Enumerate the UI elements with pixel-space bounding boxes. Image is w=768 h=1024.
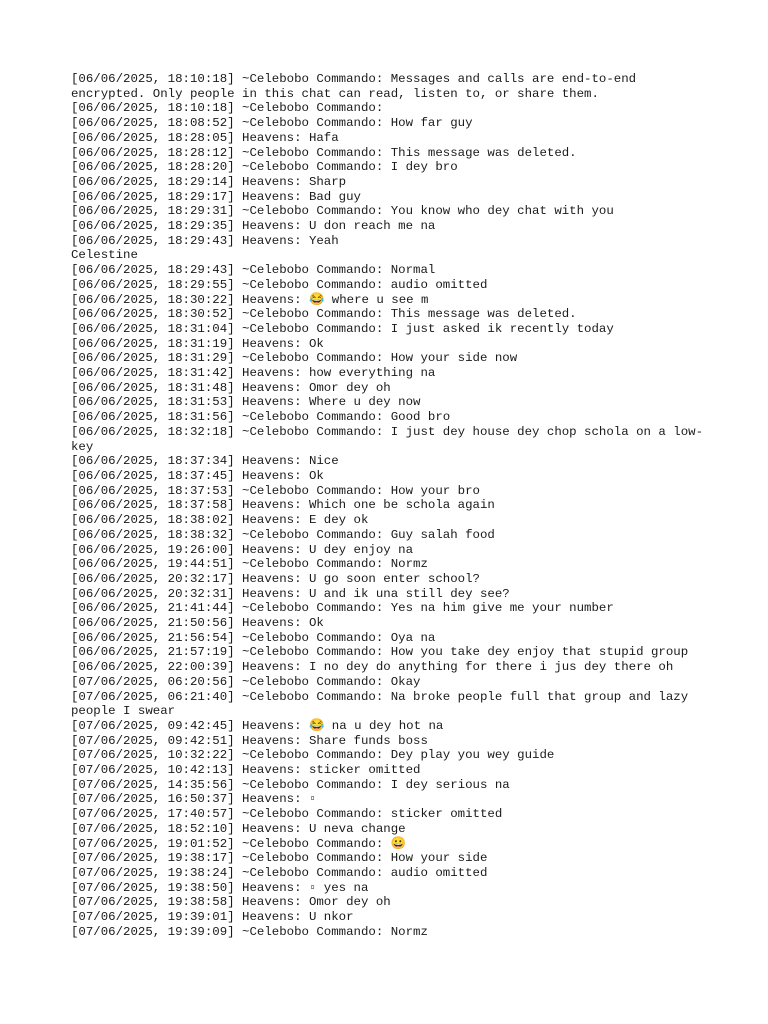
transcript-line: [07/06/2025, 06:21:40] ~Celebobo Commando: Na broke people full that group and lazy people I swear bbox=[71, 689, 696, 719]
transcript-line: [06/06/2025, 18:31:42] Heavens: how everything na bbox=[71, 366, 436, 381]
transcript-line: [06/06/2025, 18:31:19] Heavens: Ok bbox=[71, 336, 324, 351]
transcript-line: [06/06/2025, 21:50:56] Heavens: Ok bbox=[71, 616, 324, 631]
transcript-line: [06/06/2025, 20:32:31] Heavens: U and ik una still dey see? bbox=[71, 586, 510, 601]
transcript-line: [06/06/2025, 18:30:52] ~Celebobo Commando: This message was deleted. bbox=[71, 307, 577, 322]
transcript-line: [06/06/2025, 18:10:18] ~Celebobo Commando: bbox=[71, 101, 384, 116]
transcript-line: [07/06/2025, 19:38:24] ~Celebobo Commando: audio omitted bbox=[71, 865, 488, 880]
chat-transcript bbox=[71, 72, 711, 939]
transcript-line: [06/06/2025, 18:38:02] Heavens: E dey ok bbox=[71, 513, 369, 528]
transcript-line: [07/06/2025, 19:38:17] ~Celebobo Commando: How your side bbox=[71, 851, 488, 866]
transcript-line: [07/06/2025, 10:42:13] Heavens: sticker omitted bbox=[71, 763, 421, 778]
transcript-line: [06/06/2025, 18:31:48] Heavens: Omor dey oh bbox=[71, 380, 391, 395]
transcript-line: [06/06/2025, 18:32:18] ~Celebobo Commando: I just dey house dey chop schola on a low-key bbox=[71, 424, 704, 454]
transcript-line: [06/06/2025, 18:28:05] Heavens: Hafa bbox=[71, 130, 339, 145]
transcript-line: [06/06/2025, 21:56:54] ~Celebobo Commando: Oya na bbox=[71, 630, 436, 645]
transcript-line: [07/06/2025, 17:40:57] ~Celebobo Commando: sticker omitted bbox=[71, 807, 503, 822]
transcript-line: [06/06/2025, 18:29:55] ~Celebobo Commando: audio omitted bbox=[71, 277, 488, 292]
transcript-line: [06/06/2025, 18:10:18] ~Celebobo Commando: Messages and calls are end-to-end encrypted. Only people in this chat can read, listen to, or share them. bbox=[71, 72, 644, 101]
transcript-line: [07/06/2025, 19:38:58] Heavens: Omor dey oh bbox=[71, 895, 391, 910]
transcript-line: [06/06/2025, 18:31:29] ~Celebobo Commando: How your side now bbox=[71, 351, 518, 366]
transcript-line: [06/06/2025, 20:32:17] Heavens: U go soon enter school? bbox=[71, 571, 480, 586]
transcript-line: [06/06/2025, 21:41:44] ~Celebobo Commando: Yes na him give me your number bbox=[71, 601, 614, 616]
transcript-line: [07/06/2025, 19:39:09] ~Celebobo Commando: Normz bbox=[71, 924, 428, 939]
transcript-line: [07/06/2025, 09:42:45] Heavens: 😂 na u dey hot na bbox=[71, 718, 444, 733]
transcript-line: Celestine bbox=[71, 248, 138, 263]
transcript-line: [07/06/2025, 16:50:37] Heavens: ▫ bbox=[71, 792, 317, 807]
transcript-line: [06/06/2025, 18:08:52] ~Celebobo Commando: How far guy bbox=[71, 116, 473, 131]
transcript-line: [06/06/2025, 21:57:19] ~Celebobo Commando: How you take dey enjoy that stupid group bbox=[71, 645, 689, 660]
transcript-line: [07/06/2025, 14:35:56] ~Celebobo Commando: I dey serious na bbox=[71, 777, 510, 792]
transcript-line: [06/06/2025, 18:37:34] Heavens: Nice bbox=[71, 454, 339, 469]
transcript-line: [06/06/2025, 18:31:56] ~Celebobo Commando: Good bro bbox=[71, 410, 451, 425]
transcript-line: [07/06/2025, 06:20:56] ~Celebobo Commando: Okay bbox=[71, 674, 421, 689]
transcript-line: [06/06/2025, 18:29:17] Heavens: Bad guy bbox=[71, 189, 361, 204]
transcript-line: [06/06/2025, 18:29:31] ~Celebobo Commando: You know who dey chat with you bbox=[71, 204, 614, 219]
transcript-line: [06/06/2025, 18:37:58] Heavens: Which one be schola again bbox=[71, 498, 495, 513]
transcript-line: [07/06/2025, 09:42:51] Heavens: Share funds boss bbox=[71, 733, 428, 748]
transcript-line: [07/06/2025, 19:39:01] Heavens: U nkor bbox=[71, 910, 354, 925]
transcript-line: [06/06/2025, 18:38:32] ~Celebobo Commando: Guy salah food bbox=[71, 527, 495, 542]
transcript-line: [06/06/2025, 22:00:39] Heavens: I no dey do anything for there i jus dey there oh bbox=[71, 660, 674, 675]
transcript-line: [06/06/2025, 18:29:35] Heavens: U don reach me na bbox=[71, 219, 436, 234]
transcript-line: [06/06/2025, 18:37:45] Heavens: Ok bbox=[71, 468, 324, 483]
transcript-line: [06/06/2025, 18:30:22] Heavens: 😂 where u see m bbox=[71, 292, 429, 307]
transcript-line: [07/06/2025, 19:01:52] ~Celebobo Commando: 😀 bbox=[71, 836, 407, 851]
transcript-line: [07/06/2025, 19:38:50] Heavens: ▫ yes na bbox=[71, 880, 369, 895]
transcript-line: [06/06/2025, 18:31:53] Heavens: Where u dey now bbox=[71, 395, 421, 410]
transcript-line: [06/06/2025, 18:29:43] ~Celebobo Commando: Normal bbox=[71, 263, 436, 278]
transcript-line: [07/06/2025, 10:32:22] ~Celebobo Commando: Dey play you wey guide bbox=[71, 748, 555, 763]
transcript-line: [06/06/2025, 18:28:20] ~Celebobo Commando: I dey bro bbox=[71, 160, 458, 175]
transcript-line: [06/06/2025, 19:26:00] Heavens: U dey enjoy na bbox=[71, 542, 414, 557]
transcript-line: [06/06/2025, 18:29:14] Heavens: Sharp bbox=[71, 174, 347, 189]
transcript-line: [06/06/2025, 18:31:04] ~Celebobo Commando: I just asked ik recently today bbox=[71, 321, 614, 336]
transcript-line: [07/06/2025, 18:52:10] Heavens: U neva change bbox=[71, 821, 406, 836]
transcript-line: [06/06/2025, 18:29:43] Heavens: Yeah bbox=[71, 233, 339, 248]
transcript-line: [06/06/2025, 18:28:12] ~Celebobo Commando: This message was deleted. bbox=[71, 145, 577, 160]
transcript-line: [06/06/2025, 19:44:51] ~Celebobo Commando: Normz bbox=[71, 557, 428, 572]
transcript-line: [06/06/2025, 18:37:53] ~Celebobo Commando: How your bro bbox=[71, 483, 480, 498]
